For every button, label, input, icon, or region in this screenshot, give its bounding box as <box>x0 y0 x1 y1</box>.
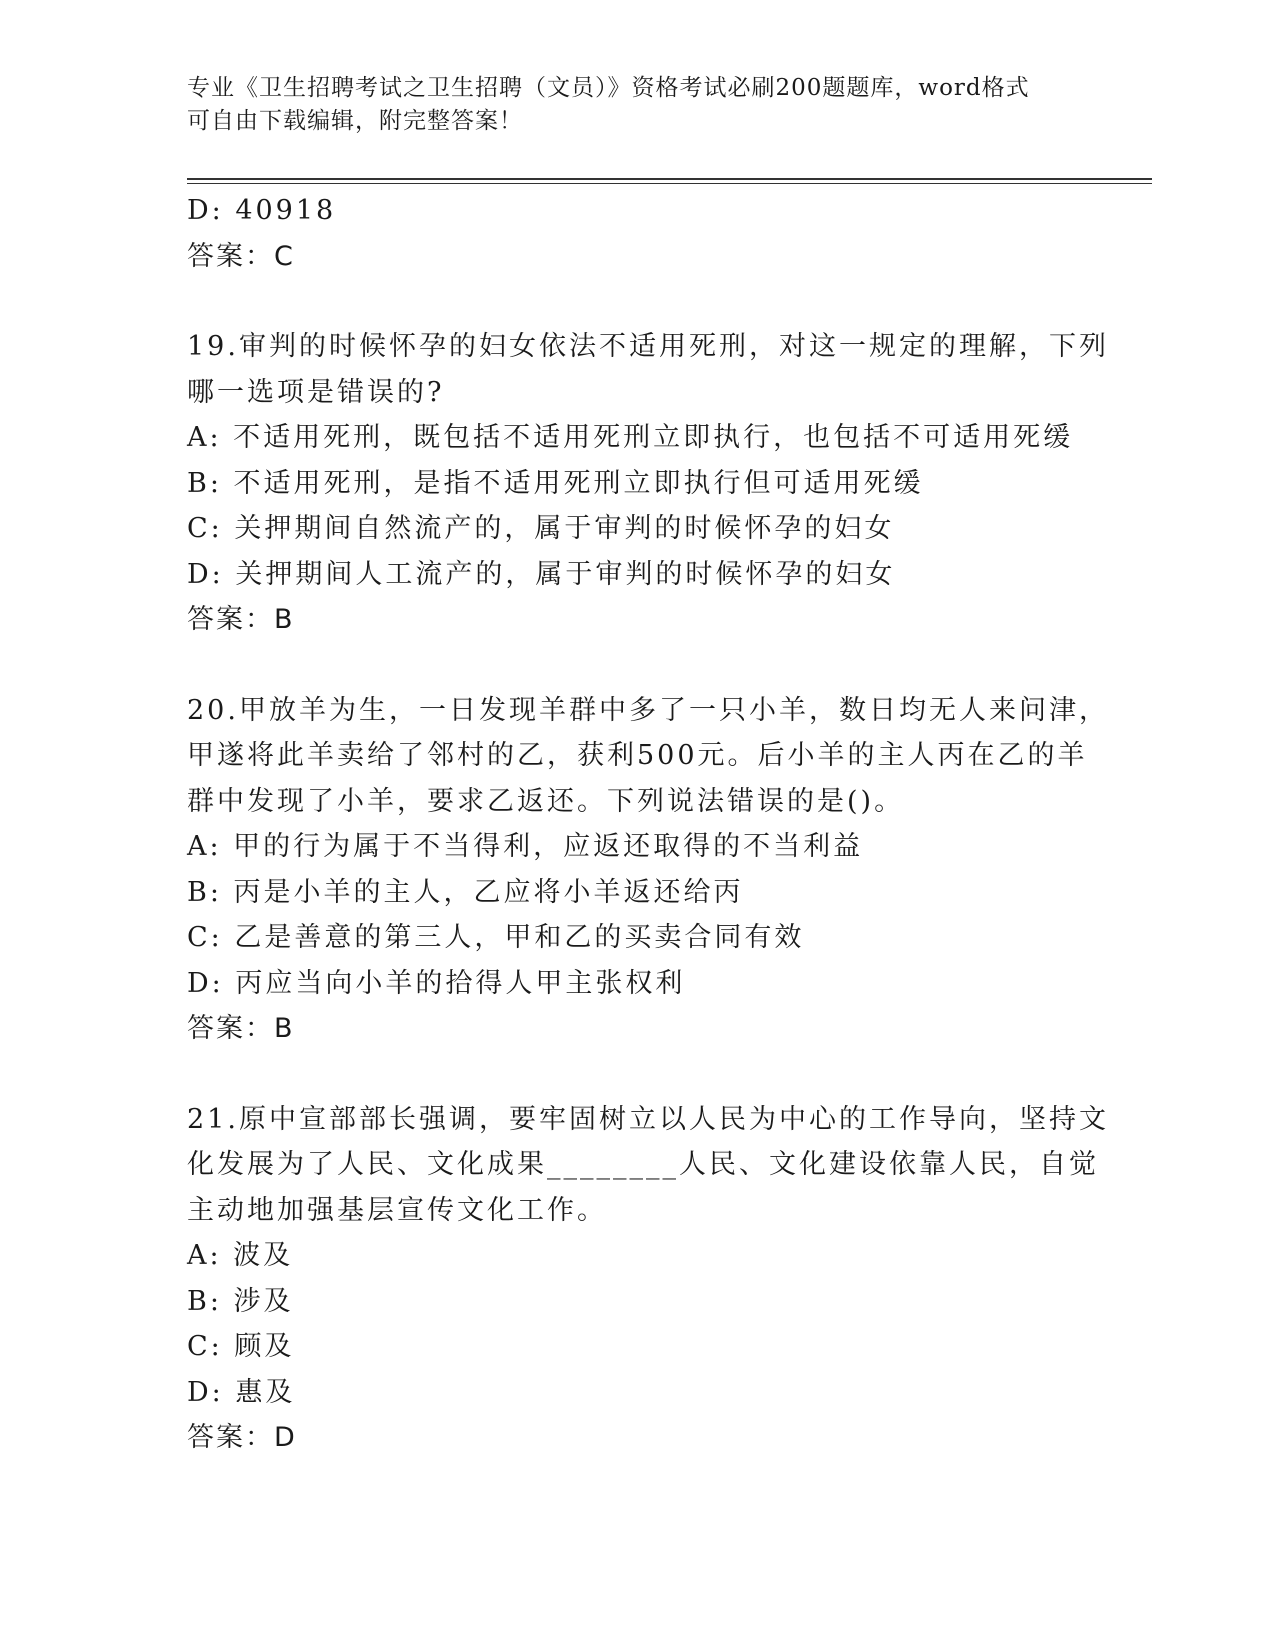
option-b: B: 丙是小羊的主人，乙应将小羊返还给丙 <box>187 876 744 908</box>
option-d: D: 惠及 <box>187 1376 296 1408</box>
option-c: C: 关押期间自然流产的，属于审判的时候怀孕的妇女 <box>187 513 895 544</box>
answer: 答案：C <box>187 240 295 272</box>
option-a: A: 甲的行为属于不当得利，应返还取得的不当利益 <box>187 831 864 862</box>
option-b: B: 不适用死刑，是指不适用死刑立即执行但可适用死缓 <box>187 467 924 499</box>
question-stem: 21.原中宣部部长强调，要牢固树立以人民为中心的工作导向，坚持文 <box>187 1103 1109 1135</box>
option-d: D: 丙应当向小羊的拾得人甲主张权利 <box>187 967 686 999</box>
option-d: D: 40918 <box>187 195 337 226</box>
answer: 答案：B <box>187 604 295 635</box>
option-d: D: 关押期间人工流产的，属于审判的时候怀孕的妇女 <box>187 558 896 590</box>
option-a: A: 波及 <box>187 1240 294 1271</box>
document-header <box>187 72 1067 138</box>
question-20 <box>187 688 1109 1052</box>
question-21 <box>187 1097 1109 1461</box>
option-b: B: 涉及 <box>187 1285 294 1317</box>
answer: 答案：D <box>187 1422 297 1453</box>
question-stem: 群中发现了小羊，要求乙返还。下列说法错误的是()。 <box>187 785 905 817</box>
answer: 答案：B <box>187 1013 295 1044</box>
header-line-1: 专业《卫生招聘考试之卫生招聘（文员）》资格考试必刷200题题库，word格式 <box>187 75 1030 101</box>
question-stem: 20.甲放羊为生，一日发现羊群中多了一只小羊，数日均无人来问津， <box>187 694 1109 726</box>
question-stem: 主动地加强基层宣传文化工作。 <box>187 1194 607 1226</box>
previous-question-tail <box>187 188 1087 279</box>
option-a: A: 不适用死刑，既包括不适用死刑立即执行，也包括不可适用死缓 <box>187 422 1074 453</box>
option-c: C: 顾及 <box>187 1331 295 1362</box>
question-19 <box>187 324 1109 643</box>
option-c: C: 乙是善意的第三人，甲和乙的买卖合同有效 <box>187 922 805 953</box>
question-stem: 甲遂将此羊卖给了邻村的乙，获利500元。后小羊的主人丙在乙的羊 <box>187 740 1088 771</box>
question-stem: 化发展为了人民、文化成果________人民、文化建设依靠人民，自觉 <box>187 1149 1099 1180</box>
header-line-2: 可自由下载编辑，附完整答案！ <box>187 108 523 134</box>
question-stem: 19.审判的时候怀孕的妇女依法不适用死刑，对这一规定的理解，下列 <box>187 331 1109 362</box>
header-divider-thin <box>187 183 1152 184</box>
document-body <box>187 188 1109 1461</box>
header-divider <box>187 178 1152 180</box>
question-stem: 哪一选项是错误的? <box>187 376 445 408</box>
